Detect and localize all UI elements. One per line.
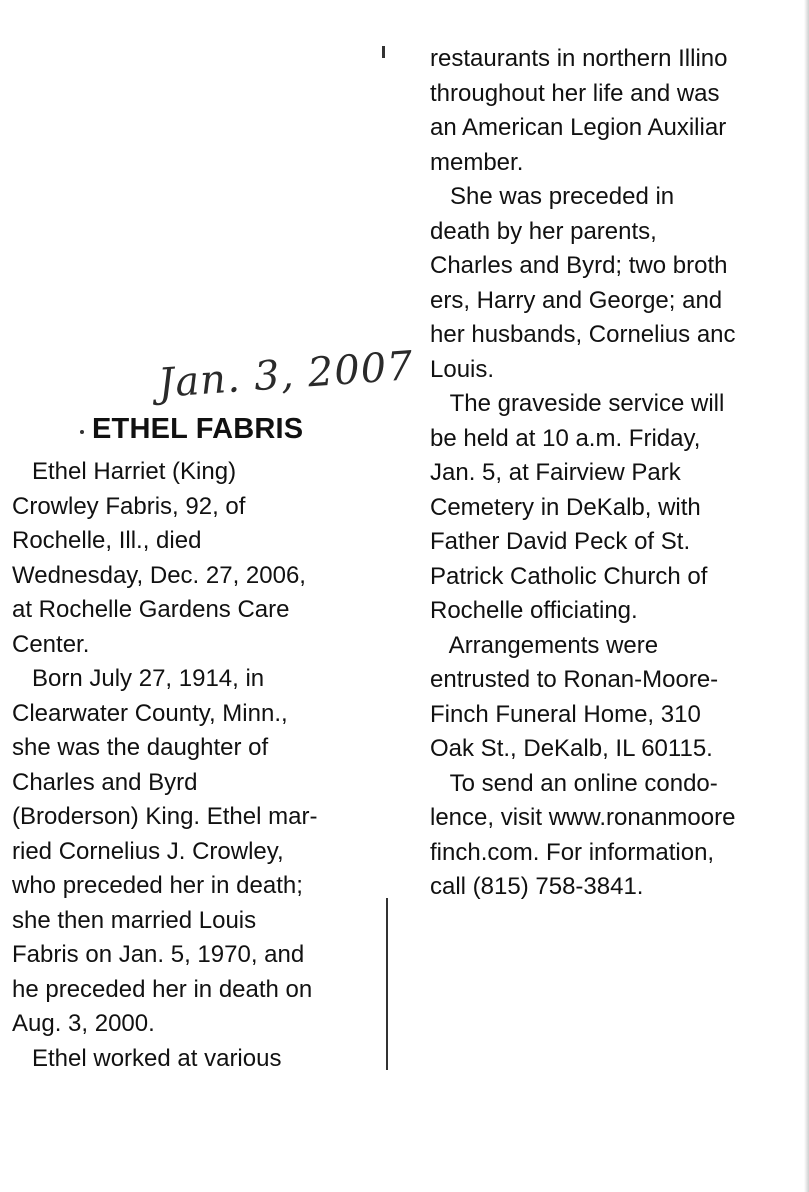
text-line: Ethel Harriet (King): [12, 458, 237, 485]
text-line: lence, visit www.ronanmoore: [430, 804, 736, 831]
text-line: Finch Funeral Home, 310: [430, 700, 701, 728]
obituary-headline: ETHEL FABRIS: [92, 413, 304, 445]
left-column: [12, 455, 382, 1076]
text-line: Father David Peck of St.: [430, 528, 691, 555]
text-line: Arrangements were: [430, 631, 659, 659]
text-line: Wednesday, Dec. 27, 2006,: [12, 561, 306, 589]
text-line: Center.: [12, 630, 90, 658]
text-line: Rochelle officiating.: [430, 597, 638, 624]
text-line: Cemetery in DeKalb, with: [430, 493, 701, 521]
text-line: Oak St., DeKalb, IL 60115.: [430, 735, 713, 762]
text-line: she then married Louis: [12, 906, 257, 934]
text-line: Crowley Fabris, 92, of: [12, 492, 246, 520]
text-line: (Broderson) King. Ethel mar-: [12, 803, 318, 830]
text-line: member.: [430, 148, 524, 176]
text-line: Jan. 5, at Fairview Park: [430, 459, 681, 486]
text-line: Charles and Byrd: [12, 768, 198, 796]
text-line: she was the daughter of: [12, 734, 269, 761]
text-line: death by her parents,: [430, 217, 657, 245]
text-line: Charles and Byrd; two broth: [430, 252, 728, 279]
column-divider: [386, 898, 388, 1070]
text-line: To send an online condo-: [430, 769, 718, 797]
right-column: [430, 42, 805, 905]
text-line: Born July 27, 1914, in: [12, 665, 265, 692]
text-line: Louis.: [430, 355, 495, 383]
text-line: who preceded her in death;: [12, 872, 303, 899]
text-line: Patrick Catholic Church of: [430, 562, 708, 590]
text-line: throughout her life and was: [430, 79, 720, 107]
text-line: She was preceded in: [430, 183, 675, 210]
text-line: at Rochelle Gardens Care: [12, 596, 290, 623]
text-line: finch.com. For information,: [430, 838, 715, 866]
text-line: entrusted to Ronan-Moore-: [430, 666, 719, 693]
headline-dot: [80, 430, 84, 434]
text-line: restaurants in northern Illino: [430, 45, 728, 72]
text-line: Clearwater County, Minn.,: [12, 699, 288, 727]
text-line: ried Cornelius J. Crowley,: [12, 837, 284, 865]
text-line: Fabris on Jan. 5, 1970, and: [12, 941, 305, 968]
text-line: call (815) 758-3841.: [430, 873, 644, 900]
text-line: her husbands, Cornelius anc: [430, 321, 736, 348]
text-line: Ethel worked at various: [12, 1044, 282, 1072]
text-line: Aug. 3, 2000.: [12, 1010, 155, 1037]
text-line: be held at 10 a.m. Friday,: [430, 424, 701, 452]
text-line: The graveside service will: [430, 390, 725, 417]
text-line: Rochelle, Ill., died: [12, 527, 202, 554]
handwritten-date: Jan. 3, 2007: [156, 343, 416, 407]
column-mark: [382, 46, 385, 58]
text-line: he preceded her in death on: [12, 975, 313, 1003]
text-line: ers, Harry and George; and: [430, 286, 723, 314]
text-line: an American Legion Auxiliar: [430, 114, 727, 141]
